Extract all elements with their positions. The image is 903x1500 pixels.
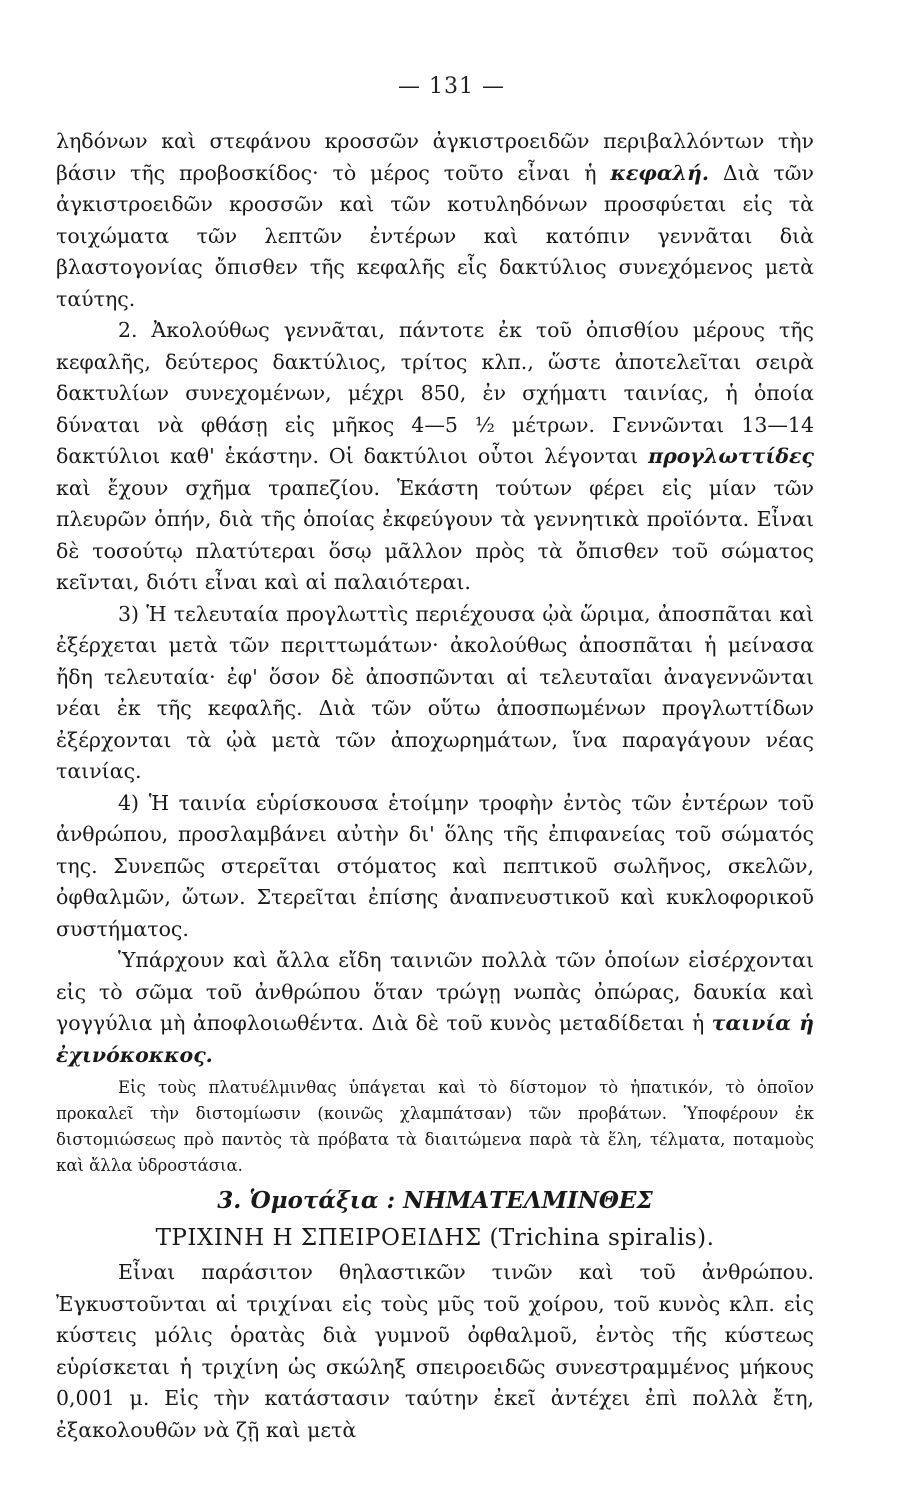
paragraph-text: ληδόνων καὶ στεφάνου κροσσῶν ἀγκιστροειδῶν περιβαλλόντων τὴν βάσιν τῆς προβοσκίδος· τὸ μέρος τοῦτο εἶναι ἡ: [56, 129, 814, 185]
paragraph-text: Ὑπάρχουν καὶ ἄλλα εἴδη ταινιῶν πολλὰ τῶν ὁποίων εἰσέρχονται εἰς τὸ σῶμα τοῦ ἀνθρώπου ὅταν τρώγῃ νωπὰς ὀπώρας, δαυκία καὶ γογγύλια μὴ ἀποφλοιωθέντα. Διὰ δὲ τοῦ κυνὸς μεταδίδεται ἡ: [56, 948, 814, 1035]
paragraph-2: [56, 315, 814, 599]
small-note: Εἰς τοὺς πλατυέλμινθας ὑπάγεται καὶ τὸ δίστομον τὸ ἡπατικόν, τὸ ὁποῖον προκαλεῖ τὴν διστομίωσιν (κοινῶς χλαμπάτσαν) τῶν προβάτων. Ὑποφέρουν ἐκ διστομιώσεως πρὸ παντὸς τὰ πρόβατα τὰ διαιτώμενα παρὰ τὰ ἕλη, τέλματα, ποταμοὺς καὶ ἄλλα ὑδροστάσια.: [56, 1078, 814, 1175]
paragraph-text: καὶ ἔχουν σχῆμα τραπεζίου. Ἑκάστη τούτων φέρει εἰς μίαν τῶν πλευρῶν ὀπήν, διὰ τῆς ὁποίας ἐκφεύγουν τὰ γεννητικὰ προϊόντα. Εἶναι δὲ τοσούτῳ πλατύτεραι ὅσῳ μᾶλλον πρὸς τὰ ὄπισθεν τοῦ σώματος κεῖνται, διότι εἶναι καὶ αἱ παλαιότεραι.: [56, 475, 814, 594]
term-proglottides: προγλωττίδες: [648, 444, 814, 468]
subheading: ΤΡΙΧΙΝΗ Η ΣΠΕΙΡΟΕΙΔΗΣ (Trichina spiralis).: [155, 1225, 715, 1251]
page-number: — 131 —: [398, 74, 505, 99]
paragraph-3: 3) Ἡ τελευταία προγλωττὶς περιέχουσα ᾠὰ ὥριμα, ἀποσπᾶται καὶ ἐξέρχεται μετὰ τῶν περιττωμάτων· ἀκολούθως ἀποσπᾶται ἡ μείνασα ἤδη τελευταία· ἐφ' ὅσον δὲ ἀποσπῶνται αἱ τελευταῖαι ἀναγεννῶνται νέαι ἐκ τῆς κεφαλῆς. Διὰ τῶν οὕτω ἀποσπωμένων προγλωττίδων ἐξέρχονται τὰ ᾠὰ μετὰ τῶν ἀποχωρημάτων, ἵνα παραγάγουν νέας ταινίας.: [56, 601, 814, 783]
paragraph-4: 4) Ἡ ταινία εὑρίσκουσα ἑτοίμην τροφὴν ἐντὸς τῶν ἐντέρων τοῦ ἀνθρώπου, προσλαμβάνει αὐτὴν δι' ὅλης τῆς ἐπιφανείας τοῦ σώματός της. Συνεπῶς στερεῖται στόματος καὶ πεπτικοῦ σωλῆνος, σκελῶν, ὀφθαλμῶν, ὤτων. Στερεῖται ἐπίσης ἀναπνευστικοῦ καὶ κυκλοφορικοῦ συστήματος.: [56, 790, 814, 941]
body-text: [56, 126, 814, 1446]
section-heading: 3. Ὁμοτάξια : ΝΗΜΑΤΕΛΜΙΝΘΕΣ: [217, 1187, 653, 1214]
term-kefali: κεφαλή.: [610, 160, 710, 185]
paragraph-text: Διὰ τῶν ἀγκιστροειδῶν κροσσῶν καὶ τῶν κοτυληδόνων προσφύεται εἰς τὰ τοιχώματα τῶν λεπτῶν ἐντέρων καὶ κατόπιν γεννᾶται διὰ βλαστογονίας ὄπισθεν τῆς κεφαλῆς εἷς δακτύλιος συνεχόμενος μετὰ ταύτης.: [56, 160, 814, 311]
paragraph-text: 2. Ἀκολούθως γεννᾶται, πάντοτε ἐκ τοῦ ὀπισθίου μέρους τῆς κεφαλῆς, δεύτερος δακτύλιος, τρίτος κλπ., ὥστε ἀποτελεῖται σειρὰ δακτυλίων συνεχομένων, μέχρι 850, ἐν σχήματι ταινίας, ἡ ὁποία δύναται νὰ φθάσῃ εἰς μῆκος 4—5 ½ μέτρων. Γεννῶνται 13—14 δακτύλιοι καθ' ἑκάστην. Οἱ δακτύλιοι οὗτοι λέγονται: [56, 318, 814, 468]
paragraph-kefali: [56, 126, 814, 315]
term-echinococcus: ταινία ἡ ἐχινόκοκκος.: [56, 1011, 814, 1067]
final-paragraph: Εἶναι παράσιτον θηλαστικῶν τινῶν καὶ τοῦ ἀνθρώπου. Ἐγκυστοῦνται αἱ τριχίναι εἰς τοὺς μῦς τοῦ χοίρου, τοῦ κυνὸς κλπ. εἰς κύστεις μόλις ὁρατὰς διὰ γυμνοῦ ὀφθαλμοῦ, ἐντὸς τῆς κύστεως εὑρίσκεται ἡ τριχίνη ὡς σκώληξ σπειροειδῶς συνεστραμμένος μήκους 0,001 μ. Εἰς τὴν κατάστασιν ταύτην ἐκεῖ ἀντέχει ἐπὶ πολλὰ ἔτη, ἐξακολουθῶν νὰ ζῇ καὶ μετὰ: [56, 1260, 814, 1442]
paragraph-5: [56, 945, 814, 1071]
